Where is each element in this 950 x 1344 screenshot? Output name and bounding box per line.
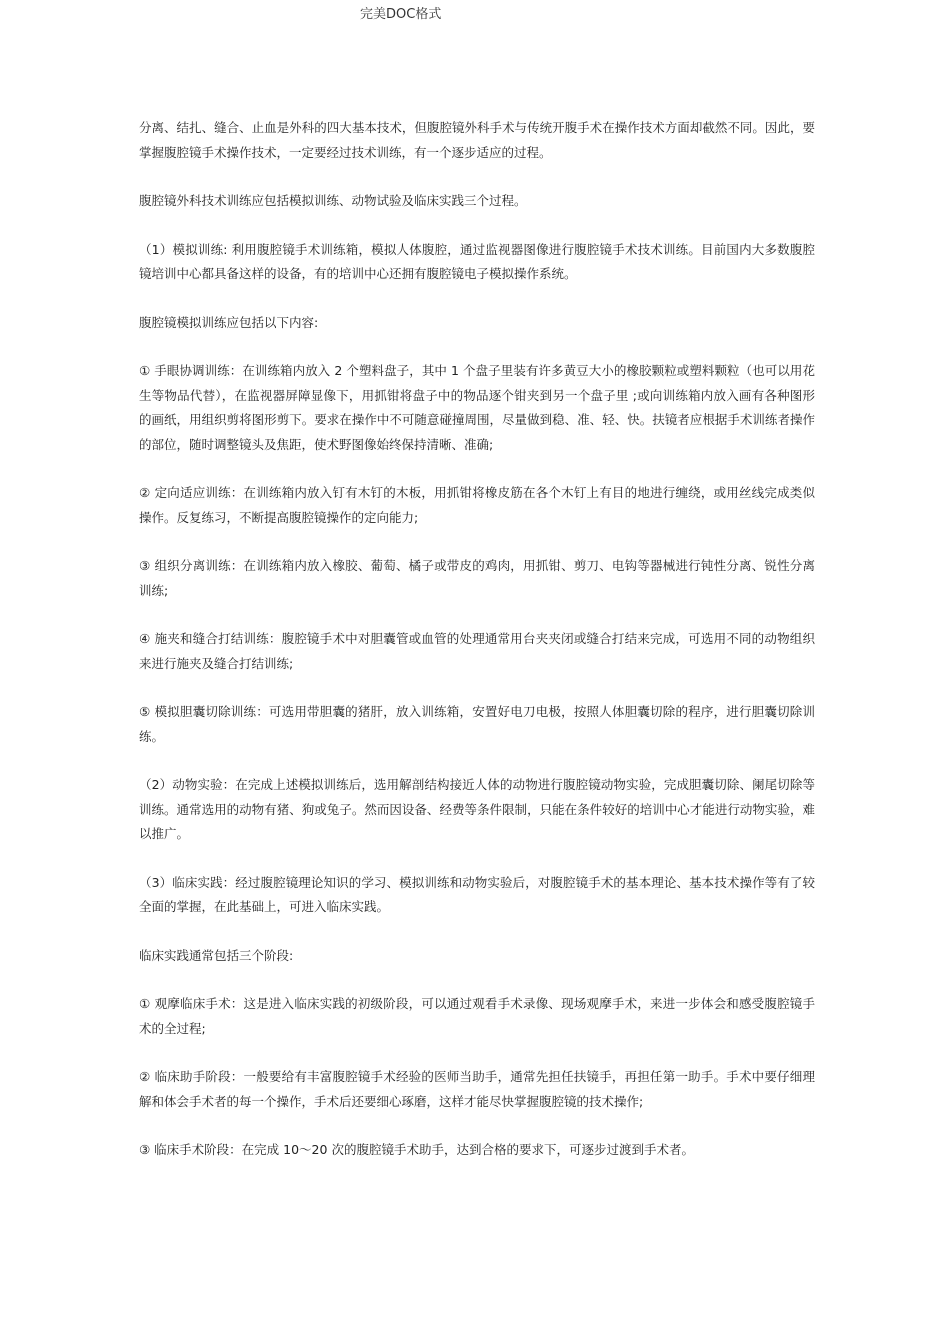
document-body [139,116,815,1187]
list-item-cholecystectomy: ⑤ 模拟胆囊切除训练：可选用带胆囊的猪肝，放入训练箱，安置好电刀电极，按照人体胆囊切除的程序，进行胆囊切除训练。 [139,704,815,744]
page-header: 完美DOC格式 [360,7,442,22]
paragraph-simulation-training: （1）模拟训练: 利用腹腔镜手术训练箱，模拟人体腹腔，通过监视器图像进行腹腔镜手术技术训练。目前国内大多数腹腔镜培训中心都具备这样的设备，有的培训中心还拥有腹腔镜电子模拟操作系统。 [139,241,815,281]
paragraph-training-overview: 腹腔镜外科技术训练应包括模拟训练、动物试验及临床实践三个过程。 [139,193,527,208]
paragraph-simulation-contents: 腹腔镜模拟训练应包括以下内容: [139,314,319,330]
list-item-surgeon: ③ 临床手术阶段：在完成 10～20 次的腹腔镜手术助手，达到合格的要求下，可逐步过渡到手术者。 [139,1142,694,1157]
paragraph-clinical-practice: （3）临床实践：经过腹腔镜理论知识的学习、模拟训练和动物实验后，对腹腔镜手术的基本理论、基本技术操作等有了较全面的掌握，在此基础上，可进入临床实践。 [139,874,815,914]
list-item-clip-suture: ④ 施夹和缝合打结训练：腹腔镜手术中对胆囊管或血管的处理通常用台夹夹闭或缝合打结来完成，可选用不同的动物组织来进行施夹及缝合打结训练; [139,631,815,671]
list-item-observation: ① 观摩临床手术：这是进入临床实践的初级阶段，可以通过观看手术录像、现场观摩手术，来进一步体会和感受腹腔镜手术的全过程; [139,996,815,1036]
list-item-tissue-separation: ③ 组织分离训练：在训练箱内放入橡胶、葡萄、橘子或带皮的鸡肉，用抓钳、剪刀、电钩等器械进行钝性分离、锐性分离训练; [139,558,815,598]
list-item-hand-eye: ① 手眼协调训练：在训练箱内放入 2 个塑料盘子，其中 1 个盘子里装有许多黄豆大小的橡胶颗粒或塑料颗粒（也可以用花生等物品代替），在监视器屏障显像下，用抓钳将盘子中的物品逐个钳夹到另一个盘子里 ;或向训练箱内放入画有各种图形的画纸，用组织剪将图形剪下。要求在操作中不可随意碰撞周围，尽量做到稳、准、轻、快。扶镜者应根据手术训练者操作的部位，随时调整镜头及焦距，使术野图像始终保持清晰、准确; [139,363,815,452]
paragraph-animal-experiment: （2）动物实验：在完成上述模拟训练后，选用解剖结构接近人体的动物进行腹腔镜动物实验，完成胆囊切除、阑尾切除等训练。通常选用的动物有猪、狗或兔子。然而因设备、经费等条件限制，只能在条件较好的培训中心才能进行动物实验，难以推广。 [139,777,815,841]
list-item-assistant: ② 临床助手阶段：一般要给有丰富腹腔镜手术经验的医师当助手，通常先担任扶镜手，再担任第一助手。手术中要仔细理解和体会手术者的每一个操作，手术后还要细心琢磨，这样才能尽快掌握腹腔镜的技术操作; [139,1069,815,1109]
paragraph-clinical-stages: 临床实践通常包括三个阶段: [139,947,294,963]
list-item-orientation: ② 定向适应训练：在训练箱内放入钉有木钉的木板，用抓钳将橡皮筋在各个木钉上有目的地进行缠绕，或用丝线完成类似操作。反复练习，不断提高腹腔镜操作的定向能力; [139,485,815,525]
paragraph-intro: 分离、结扎、缝合、止血是外科的四大基本技术，但腹腔镜外科手术与传统开腹手术在操作技术方面却截然不同。因此，要掌握腹腔镜手术操作技术，一定要经过技术训练，有一个逐步适应的过程。 [139,120,815,160]
